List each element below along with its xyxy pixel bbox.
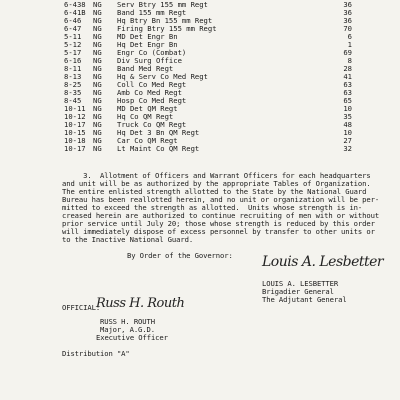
table-row: 6-47 NG Firing Btry 155 mm Regt 70 [64,24,352,33]
paragraph-line: Bureau has been reallotted herein, and no unit or organization will be per- [62,195,380,204]
table-row: 8-13 NG Hq & Serv Co Med Regt 41 [64,72,352,81]
signatory-rank: Brigadier General [262,287,334,296]
paragraph-line: prior service until July 20; those whose strength is reduced by this order [62,219,375,228]
table-row: 10-17 NG Truck Co QM Regt 48 [64,120,352,129]
table-row: 8-45 NG Hosp Co Med Regt 65 [64,96,352,105]
paragraph-line: to the Inactive National Guard. [62,235,194,244]
paragraph-line: creased herein are authorized to continue recruiting of men with or without [62,211,380,220]
adjutant-signature: Louis A. Lesbetter [262,254,384,270]
table-row: 10-18 NG Car Co QM Regt 27 [64,136,352,145]
by-order-line: By Order of the Governor: [127,251,233,260]
paragraph-line: mitted to exceed the strength as allotted. Units whose strength is in- [62,203,363,212]
signatory-name: LOUIS A. LESBETTER [262,279,339,288]
table-row: 6-41B NG Band 155 mm Regt 36 [64,8,352,17]
official-title: Executive Officer [96,333,168,342]
official-name: RUSS H. ROUTH [100,317,155,326]
table-row: 5-12 NG Hq Det Engr Bn 1 [64,40,352,49]
table-row: 5-11 NG MD Det Engr Bn 6 [64,32,352,41]
paragraph-line: will immediately dispose of excess personnel by transfer to other units or [62,227,375,236]
official-label: OFFICIAL: [62,303,101,312]
signatory-title: The Adjutant General [262,295,347,304]
table-row: 5-17 NG Engr Co (Combat) 69 [64,48,352,57]
official-rank: Major, A.G.D. [100,325,155,334]
paragraph-line: and unit will be as authorized by the appropriate Tables of Organization. [62,179,371,188]
table-row: 8-35 NG Amb Co Med Regt 63 [64,88,352,97]
table-row: 10-11 NG MD Det QM Regt 10 [64,104,352,113]
table-row: 6-438 NG Serv Btry 155 mm Regt 36 [64,0,352,9]
table-row: 10-15 NG Hq Det 3 Bn QM Regt 10 [64,128,352,137]
table-row: 8-11 NG Band Med Regt 28 [64,64,352,73]
paragraph-line: The entire enlisted strength allotted to the State by the National Guard [62,187,367,196]
table-row: 10-12 NG Hq Co QM Regt 35 [64,112,352,121]
paragraph-line: 3. Allotment of Officers and Warrant Officers for each headquarters [62,171,371,180]
table-row: 6-16 NG Div Surg Office 8 [64,56,352,65]
table-row: 6-46 NG Hq Btry Bn 155 mm Regt 36 [64,16,352,25]
distribution-line: Distribution "A" [62,349,130,358]
table-row: 8-25 NG Coll Co Med Regt 63 [64,80,352,89]
table-row: 10-17 NG Lt Maint Co QM Regt 32 [64,144,352,153]
official-signature: Russ H. Routh [96,296,185,311]
